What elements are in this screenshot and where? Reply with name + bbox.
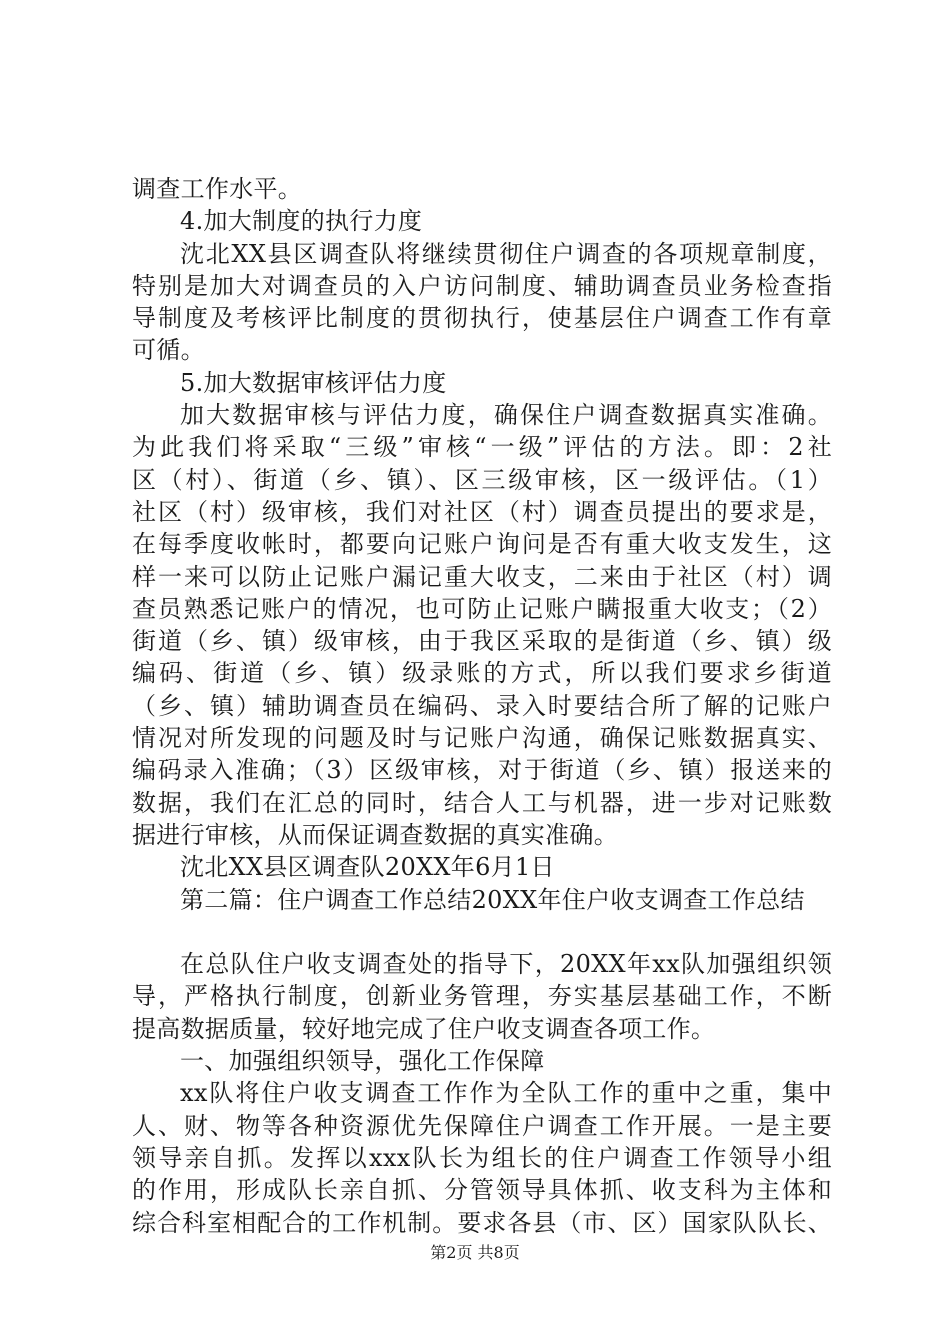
- page-footer: 第2页 共8页: [430, 1243, 520, 1262]
- text-line: 综合科室相配合的工作机制。要求各县（市、区）国家队队长、: [132, 1208, 832, 1237]
- text-line: 情况对所发现的问题及时与记账户沟通，确保记账数据真实、: [132, 724, 832, 753]
- text-line: 在总队住户收支调查处的指导下，20XX年xx队加强组织领: [180, 950, 832, 979]
- text-line: 样一来可以防止记账户漏记重大收支，二来由于社区（村）调: [132, 562, 832, 591]
- text-line: 可循。: [132, 336, 205, 365]
- text-line: 街道（乡、镇）级审核，由于我区采取的是街道（乡、镇）级: [132, 627, 832, 656]
- text-line: 领导亲自抓。发挥以xxx队长为组长的住户调查工作领导小组: [132, 1143, 832, 1172]
- text-line: 一、加强组织领导，强化工作保障: [180, 1047, 545, 1076]
- text-line: 导制度及考核评比制度的贯彻执行，使基层住户调查工作有章: [132, 304, 832, 333]
- text-line: 4.加大制度的执行力度: [180, 207, 423, 236]
- text-line: 的作用，形成队长亲自抓、分管领导具体抓、收支科为主体和: [132, 1176, 832, 1205]
- text-line: （乡、镇）辅助调查员在编码、录入时要结合所了解的记账户: [132, 691, 832, 720]
- text-line: 社区（村）级审核，我们对社区（村）调查员提出的要求是，: [132, 497, 832, 526]
- text-line: 人、财、物等各种资源优先保障住户调查工作开展。一是主要: [132, 1111, 832, 1140]
- text-line: 编码、街道（乡、镇）级录账的方式，所以我们要求乡街道: [132, 659, 832, 688]
- text-line: 查员熟悉记账户的情况，也可防止记账户瞒报重大收支；（2）: [132, 594, 832, 623]
- text-line: 调查工作水平。: [132, 175, 303, 203]
- text-line: xx队将住户收支调查工作作为全队工作的重中之重，集中: [180, 1079, 832, 1108]
- text-line: 数据，我们在汇总的同时，结合人工与机器，进一步对记账数: [132, 788, 832, 817]
- blank-line: [132, 916, 832, 948]
- text-line: 特别是加大对调查员的入户访问制度、辅助调查员业务检查指: [132, 271, 832, 300]
- text-line: 沈北XX县区调查队将继续贯彻住户调查的各项规章制度，: [180, 239, 832, 268]
- document-body: [132, 173, 832, 1239]
- text-line: 为此我们将采取“三级”审核“一级”评估的方法。即：2社: [132, 433, 832, 462]
- text-line: 编码录入准确；（3）区级审核，对于街道（乡、镇）报送来的: [132, 756, 832, 785]
- text-line: 提高数据质量，较好地完成了住户收支调查各项工作。: [132, 1014, 716, 1043]
- text-line: 区（村）、街道（乡、镇）、区三级审核，区一级评估。（1）: [132, 465, 832, 494]
- text-line: 加大数据审核与评估力度，确保住户调查数据真实准确。: [180, 401, 832, 430]
- text-line: 据进行审核，从而保证调查数据的真实准确。: [132, 820, 618, 849]
- text-line: 沈北XX县区调查队20XX年6月1日: [180, 853, 555, 882]
- text-line: 5.加大数据审核评估力度: [180, 368, 447, 397]
- text-line: 在每季度收帐时，都要向记账户询问是否有重大收支发生，这: [132, 530, 832, 559]
- text-line: 导，严格执行制度，创新业务管理，夯实基层基础工作，不断: [132, 982, 832, 1011]
- text-line: 第二篇：住户调查工作总结20XX年住户收支调查工作总结: [180, 885, 805, 914]
